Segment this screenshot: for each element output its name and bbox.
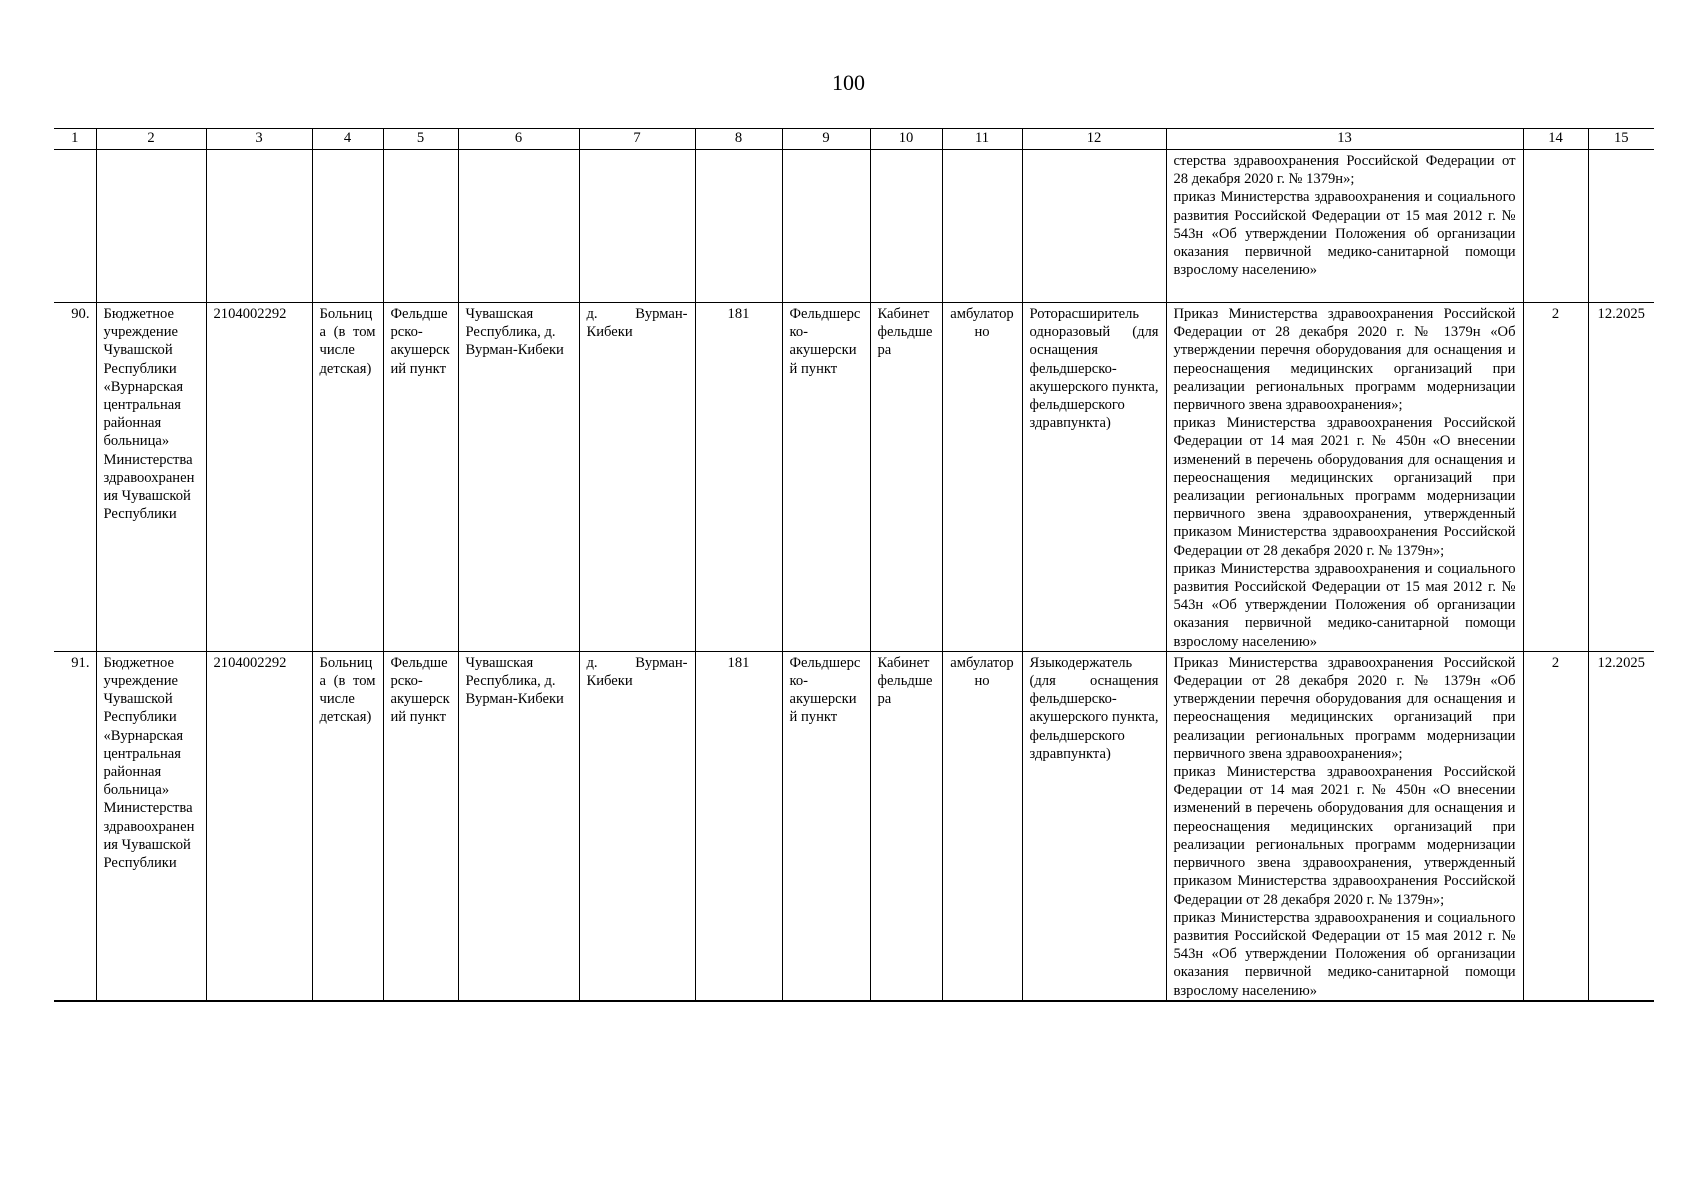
column-header: 5 [383, 129, 458, 150]
legal-basis-paragraph: приказ Министерства здравоохранения Российской Федерации от 14 мая 2021 г. № 450н «О внесении изменений в перечень оборудования для оснащения и переоснащения медицинских организаций при реализации региональных программ модернизации первичного звена здравоохранения, утвержденный приказом Министерства здравоохранения Российской Федерации от 28 декабря 2020 г. № 1379н»; [1173, 415, 1516, 559]
deadline: 12.2025 [1588, 303, 1654, 652]
column-header: 10 [870, 129, 942, 150]
column-header: 15 [1588, 129, 1654, 150]
facility-type: Больница (в том числе детская) [312, 651, 383, 1000]
equipment-table [54, 128, 1654, 1002]
locality: д. Вурман-Кибеки [579, 651, 695, 1000]
organization-name: Бюджетное учреждение Чувашской Республики «Вурнарская центральная районная больница» Министерства здравоохранения Чувашской Республики [96, 303, 206, 652]
subunit: Фельдшерско-акушерский пункт [782, 303, 870, 652]
population: 181 [695, 303, 782, 652]
column-header: 6 [458, 129, 579, 150]
column-number-row [54, 129, 1654, 150]
page-number: 100 [832, 70, 865, 95]
legal-basis-paragraph: Приказ Министерства здравоохранения Российской Федерации от 28 декабря 2020 г. № 1379н «Об утверждении перечня оборудования для оснащения и переоснащения медицинских организаций при реализации региональных программ модернизации первичного звена здравоохранения»; [1173, 306, 1516, 414]
locality: д. Вурман-Кибеки [579, 303, 695, 652]
organization-name: Бюджетное учреждение Чувашской Республики «Вурнарская центральная районная больница» Министерства здравоохранения Чувашской Республики [96, 651, 206, 1000]
column-header: 9 [782, 129, 870, 150]
continuation-text: стерства здравоохранения Российской Федерации от 28 декабря 2020 г. № 1379н»; приказ Министерства здравоохранения и социального развития Российской Федерации от 15 мая 2012 г. № 543н «Об утверждении Положения об организации оказания первичной медико-санитарной помощи взрослому населению» [1166, 150, 1523, 303]
deadline: 12.2025 [1588, 651, 1654, 1000]
address: Чувашская Республика, д. Вурман-Кибеки [458, 651, 579, 1000]
facility-type: Больница (в том числе детская) [312, 303, 383, 652]
inn: 2104002292 [206, 303, 312, 652]
table-row [54, 651, 1654, 1000]
column-header: 8 [695, 129, 782, 150]
column-header: 13 [1166, 129, 1523, 150]
row-number: 91. [54, 651, 96, 1000]
population: 181 [695, 651, 782, 1000]
column-header: 14 [1523, 129, 1588, 150]
continuation-row [54, 150, 1654, 303]
address: Чувашская Республика, д. Вурман-Кибеки [458, 303, 579, 652]
legal-basis-paragraph: Приказ Министерства здравоохранения Российской Федерации от 28 декабря 2020 г. № 1379н «Об утверждении перечня оборудования для оснащения и переоснащения медицинских организаций при реализации региональных программ модернизации первичного звена здравоохранения»; [1173, 654, 1516, 762]
legal-basis-paragraph: приказ Министерства здравоохранения и социального развития Российской Федерации от 15 мая 2012 г. № 543н «Об утверждении Положения об организации оказания первичной медико-санитарной помощи взрослому населению» [1173, 560, 1516, 650]
column-header: 2 [96, 129, 206, 150]
room: Кабинет фельдшера [870, 651, 942, 1000]
care-type: амбулаторно [942, 651, 1022, 1000]
column-header: 1 [54, 129, 96, 150]
row-number: 90. [54, 303, 96, 652]
quantity: 2 [1523, 303, 1588, 652]
inn: 2104002292 [206, 651, 312, 1000]
column-header: 4 [312, 129, 383, 150]
legal-basis-paragraph: приказ Министерства здравоохранения и социального развития Российской Федерации от 15 мая 2012 г. № 543н «Об утверждении Положения об организации оказания первичной медико-санитарной помощи взрослому населению» [1173, 909, 1516, 999]
equipment-name: Роторасширитель одноразовый (для оснащения фельдшерско-акушерского пункта, фельдшерского здравпункта) [1022, 303, 1166, 652]
room: Кабинет фельдшера [870, 303, 942, 652]
column-header: 7 [579, 129, 695, 150]
legal-basis-paragraph: приказ Министерства здравоохранения Российской Федерации от 14 мая 2021 г. № 450н «О внесении изменений в перечень оборудования для оснащения и переоснащения медицинских организаций при реализации региональных программ модернизации первичного звена здравоохранения, утвержденный приказом Министерства здравоохранения Российской Федерации от 28 декабря 2020 г. № 1379н»; [1173, 764, 1516, 908]
column-header: 11 [942, 129, 1022, 150]
unit-type: Фельдшерско-акушерский пункт [383, 303, 458, 652]
column-header: 3 [206, 129, 312, 150]
legal-basis [1166, 303, 1523, 652]
care-type: амбулаторно [942, 303, 1022, 652]
quantity: 2 [1523, 651, 1588, 1000]
column-header: 12 [1022, 129, 1166, 150]
subunit: Фельдшерско-акушерский пункт [782, 651, 870, 1000]
equipment-name: Языкодержатель (для оснащения фельдшерско-акушерского пункта, фельдшерского здравпункта) [1022, 651, 1166, 1000]
legal-basis [1166, 651, 1523, 1000]
unit-type: Фельдшерско-акушерский пункт [383, 651, 458, 1000]
table-row [54, 303, 1654, 652]
